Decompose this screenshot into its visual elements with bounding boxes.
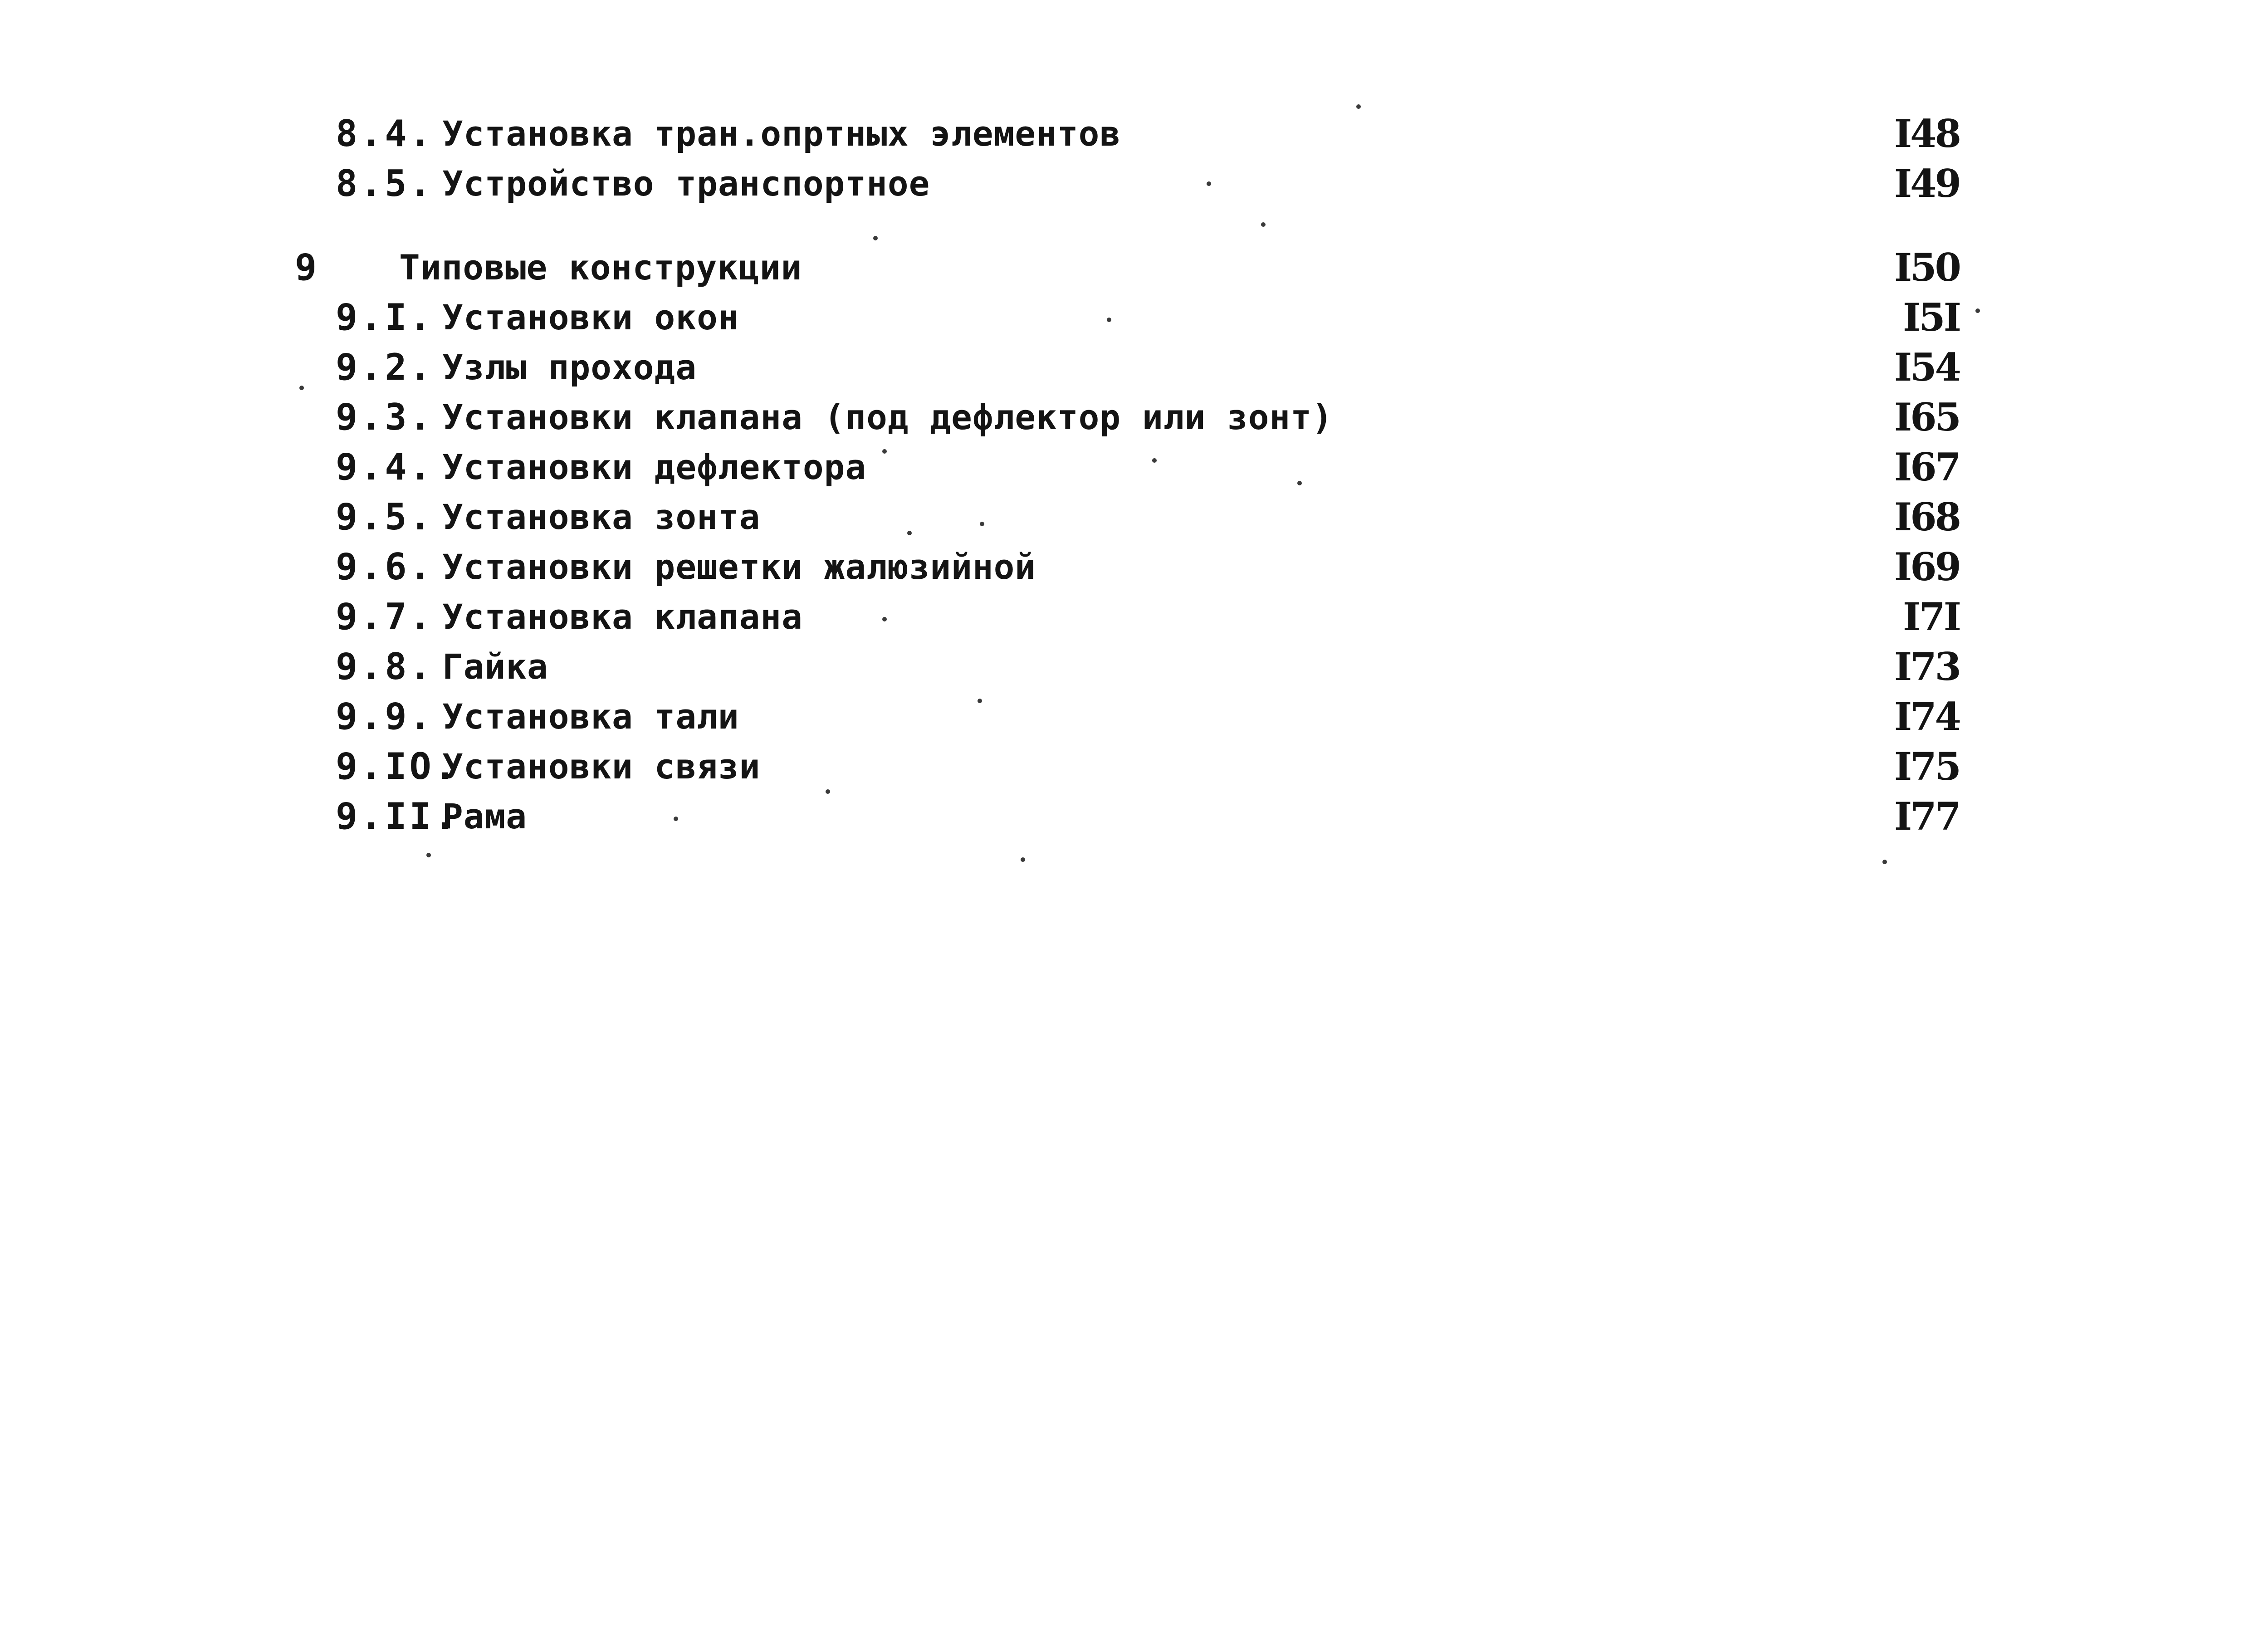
entry-page-number: I74 bbox=[1894, 694, 1960, 739]
scan-speck bbox=[907, 531, 912, 535]
chapter-title: Типовые конструкции bbox=[399, 247, 802, 288]
toc-entry bbox=[0, 692, 2268, 742]
entry-page-number: I68 bbox=[1894, 494, 1960, 539]
entry-title: Установка тали bbox=[442, 696, 739, 737]
toc-entry bbox=[0, 392, 2268, 442]
entry-title: Гайка bbox=[442, 646, 548, 687]
scan-speck bbox=[299, 386, 304, 390]
scan-speck bbox=[980, 522, 984, 526]
entry-number: 9.6. bbox=[336, 546, 434, 588]
scan-speck bbox=[1261, 222, 1266, 227]
scan-speck bbox=[882, 449, 887, 454]
toc-entry bbox=[0, 109, 2268, 159]
entry-page-number: I67 bbox=[1894, 445, 1960, 489]
entry-title: Устройство транспортное bbox=[442, 163, 930, 204]
entry-page-number: I69 bbox=[1894, 544, 1960, 589]
entry-number: 9.5. bbox=[336, 496, 434, 538]
entry-title: Установка тран.опртных элементов bbox=[442, 113, 1121, 154]
scan-speck bbox=[1152, 458, 1157, 463]
toc-entry bbox=[0, 542, 2268, 592]
toc-entry bbox=[0, 792, 2268, 841]
entry-title: Установка клапана bbox=[442, 597, 803, 637]
scan-speck bbox=[1356, 104, 1361, 109]
entry-title: Установки решетки жалюзийной bbox=[442, 547, 1036, 587]
toc-entry bbox=[0, 492, 2268, 542]
entry-page-number: I50 bbox=[1894, 245, 1960, 290]
scan-speck bbox=[873, 236, 878, 240]
entry-page-number: I54 bbox=[1894, 345, 1960, 390]
scan-speck bbox=[1207, 181, 1211, 186]
entry-number: 9.IO. bbox=[336, 745, 459, 788]
entry-page-number: I77 bbox=[1894, 794, 1960, 839]
scan-speck bbox=[882, 617, 887, 621]
entry-title: Рама bbox=[442, 796, 528, 837]
entry-page-number: I73 bbox=[1894, 644, 1960, 689]
entry-title: Установки клапана (под дефлектор или зонт) bbox=[442, 397, 1333, 437]
entry-number: 9.7. bbox=[336, 596, 434, 638]
scan-speck bbox=[1107, 318, 1111, 322]
entry-number: 8.4. bbox=[336, 113, 434, 155]
toc-entry bbox=[0, 742, 2268, 792]
entry-title: Узлы прохода bbox=[442, 347, 697, 387]
scan-speck bbox=[1021, 857, 1025, 862]
entry-page-number: I7I bbox=[1902, 594, 1960, 639]
toc-chapter-entry bbox=[0, 243, 2268, 293]
entry-number: 9.4. bbox=[336, 446, 434, 488]
scan-speck bbox=[826, 789, 830, 794]
chapter-number: 9 bbox=[295, 246, 320, 289]
toc-entry bbox=[0, 442, 2268, 492]
entry-number: 9.II. bbox=[336, 795, 459, 837]
scan-speck bbox=[1882, 860, 1887, 864]
toc-entry bbox=[0, 159, 2268, 209]
toc-entry bbox=[0, 642, 2268, 692]
toc-entry bbox=[0, 342, 2268, 392]
entry-number: 8.5. bbox=[336, 162, 434, 205]
scan-speck bbox=[1297, 481, 1302, 485]
entry-number: 9.2. bbox=[336, 346, 434, 388]
entry-page-number: I65 bbox=[1894, 395, 1960, 440]
entry-number: 9.8. bbox=[336, 646, 434, 688]
entry-number: 9.9. bbox=[336, 695, 434, 738]
scan-speck bbox=[426, 853, 431, 857]
scan-speck bbox=[674, 817, 678, 821]
entry-title: Установки окон bbox=[442, 297, 739, 338]
scan-speck bbox=[1975, 308, 1980, 313]
entry-title: Установка зонта bbox=[442, 497, 761, 537]
scan-speck bbox=[978, 699, 982, 703]
entry-number: 9.I. bbox=[336, 296, 434, 338]
entry-title: Установки связи bbox=[442, 746, 761, 787]
entry-page-number: I5I bbox=[1902, 295, 1960, 340]
toc-entry bbox=[0, 293, 2268, 342]
entry-page-number: I75 bbox=[1894, 744, 1960, 789]
entry-page-number: I48 bbox=[1894, 111, 1960, 156]
entry-title: Установки дефлектора bbox=[442, 447, 867, 487]
toc-entry bbox=[0, 592, 2268, 642]
entry-page-number: I49 bbox=[1894, 161, 1960, 206]
entry-number: 9.3. bbox=[336, 396, 434, 438]
